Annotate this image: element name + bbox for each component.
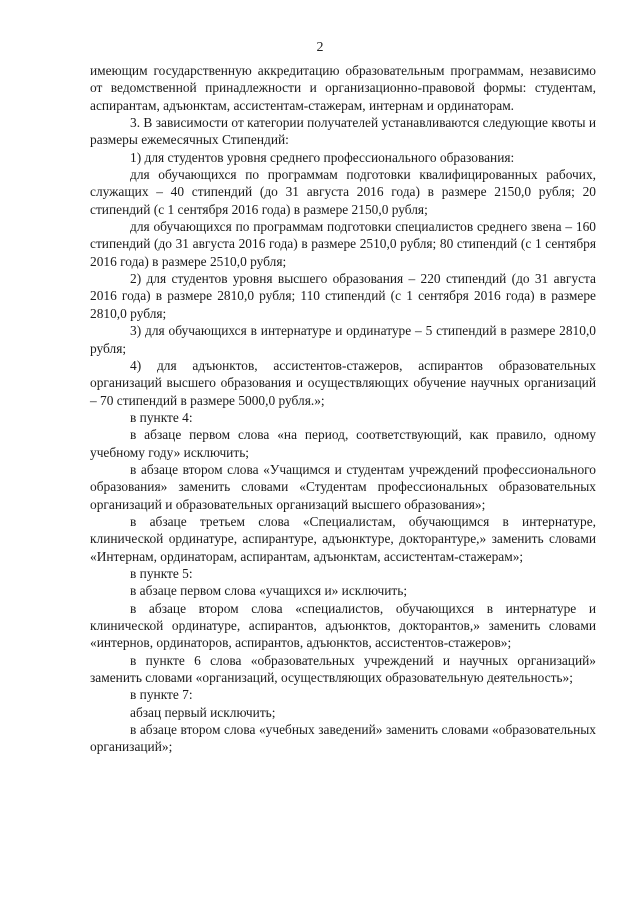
paragraph: 4) для адъюнктов, ассистентов-стажеров, аспирантов образовательных организаций высшего образования и осуществляющих обучение научных организаций – 70 стипендий в размере 5000,0 рубля.»; <box>90 357 596 408</box>
paragraph: имеющим государственную аккредитацию образовательным программам, независимо от ведомственной принадлежности и организационно-правовой формы: студентам, аспирантам, адъюнктам, ассистентам-стажерам, интернам и ординаторам. <box>90 63 596 113</box>
paragraph: 1) для студентов уровня среднего профессионального образования: <box>130 149 515 165</box>
paragraph: в абзаце третьем слова «Специалистам, обучающимся в интернатуре, клинической ординатуре, аспирантуре, адъюнктуре, докторантуре,» заменить словами «Интернам, ординаторам, аспирантам, адъюнктам, ассистентам-стажерам»; <box>90 513 596 564</box>
paragraph: для обучающихся по программам подготовки специалистов среднего звена – 160 стипендий (до 31 августа 2016 года) в размере 2510,0 рубля; 80 стипендий (с 1 сентября 2016 года) в размере 2510,0 рубля; <box>90 219 596 269</box>
page-number: 2 <box>316 40 324 55</box>
paragraph: в абзаце втором слова «Учащимся и студентам учреждений профессионального образования» заменить словами «Студентам профессиональных образовательных организаций и образовательных организаций высшего образования»; <box>90 461 596 512</box>
paragraph: для обучающихся по программам подготовки квалифицированных рабочих, служащих – 40 стипендий (до 31 августа 2016 года) в размере 2150,0 рубля; 20 стипендий (с 1 сентября 2016 года) в размере 2150,0 рубля; <box>90 167 596 217</box>
paragraph: в абзаце первом слова «на период, соответствующий, как правило, одному учебному году» исключить; <box>90 427 596 460</box>
paragraph: в пункте 4: <box>130 409 193 425</box>
paragraph: в пункте 7: <box>130 687 193 703</box>
paragraph: абзац первый исключить; <box>130 704 276 720</box>
paragraph: в пункте 5: <box>130 565 193 581</box>
document-body <box>90 62 596 756</box>
paragraph: в абзаце втором слова «учебных заведений» заменить словами «образовательных организаций»; <box>90 722 596 755</box>
paragraph: 3. В зависимости от категории получателей устанавливаются следующие квоты и размеры ежемесячных Стипендий: <box>90 115 596 148</box>
paragraph: 2) для студентов уровня высшего образования – 220 стипендий (до 31 августа 2016 года) в размере 2810,0 рубля; 110 стипендий (с 1 сентября 2016 года) в размере 2810,0 рубля; <box>90 271 596 321</box>
paragraph: в абзаце первом слова «учащихся и» исключить; <box>130 583 408 599</box>
paragraph: 3) для обучающихся в интернатуре и ординатуре – 5 стипендий в размере 2810,0 рубля; <box>90 323 596 356</box>
paragraph: в абзаце втором слова «специалистов, обучающихся в интернатуре и клинической ординатуре, аспирантов, адъюнктов, докторантов,» заменить словами «интернов, ординаторов, аспирантов, адъюнктов, ассистентов-стажеров»; <box>90 600 596 651</box>
paragraph: в пункте 6 слова «образовательных учреждений и научных организаций» заменить словами «организаций, осуществляющих образовательную деятельность»; <box>90 652 596 686</box>
